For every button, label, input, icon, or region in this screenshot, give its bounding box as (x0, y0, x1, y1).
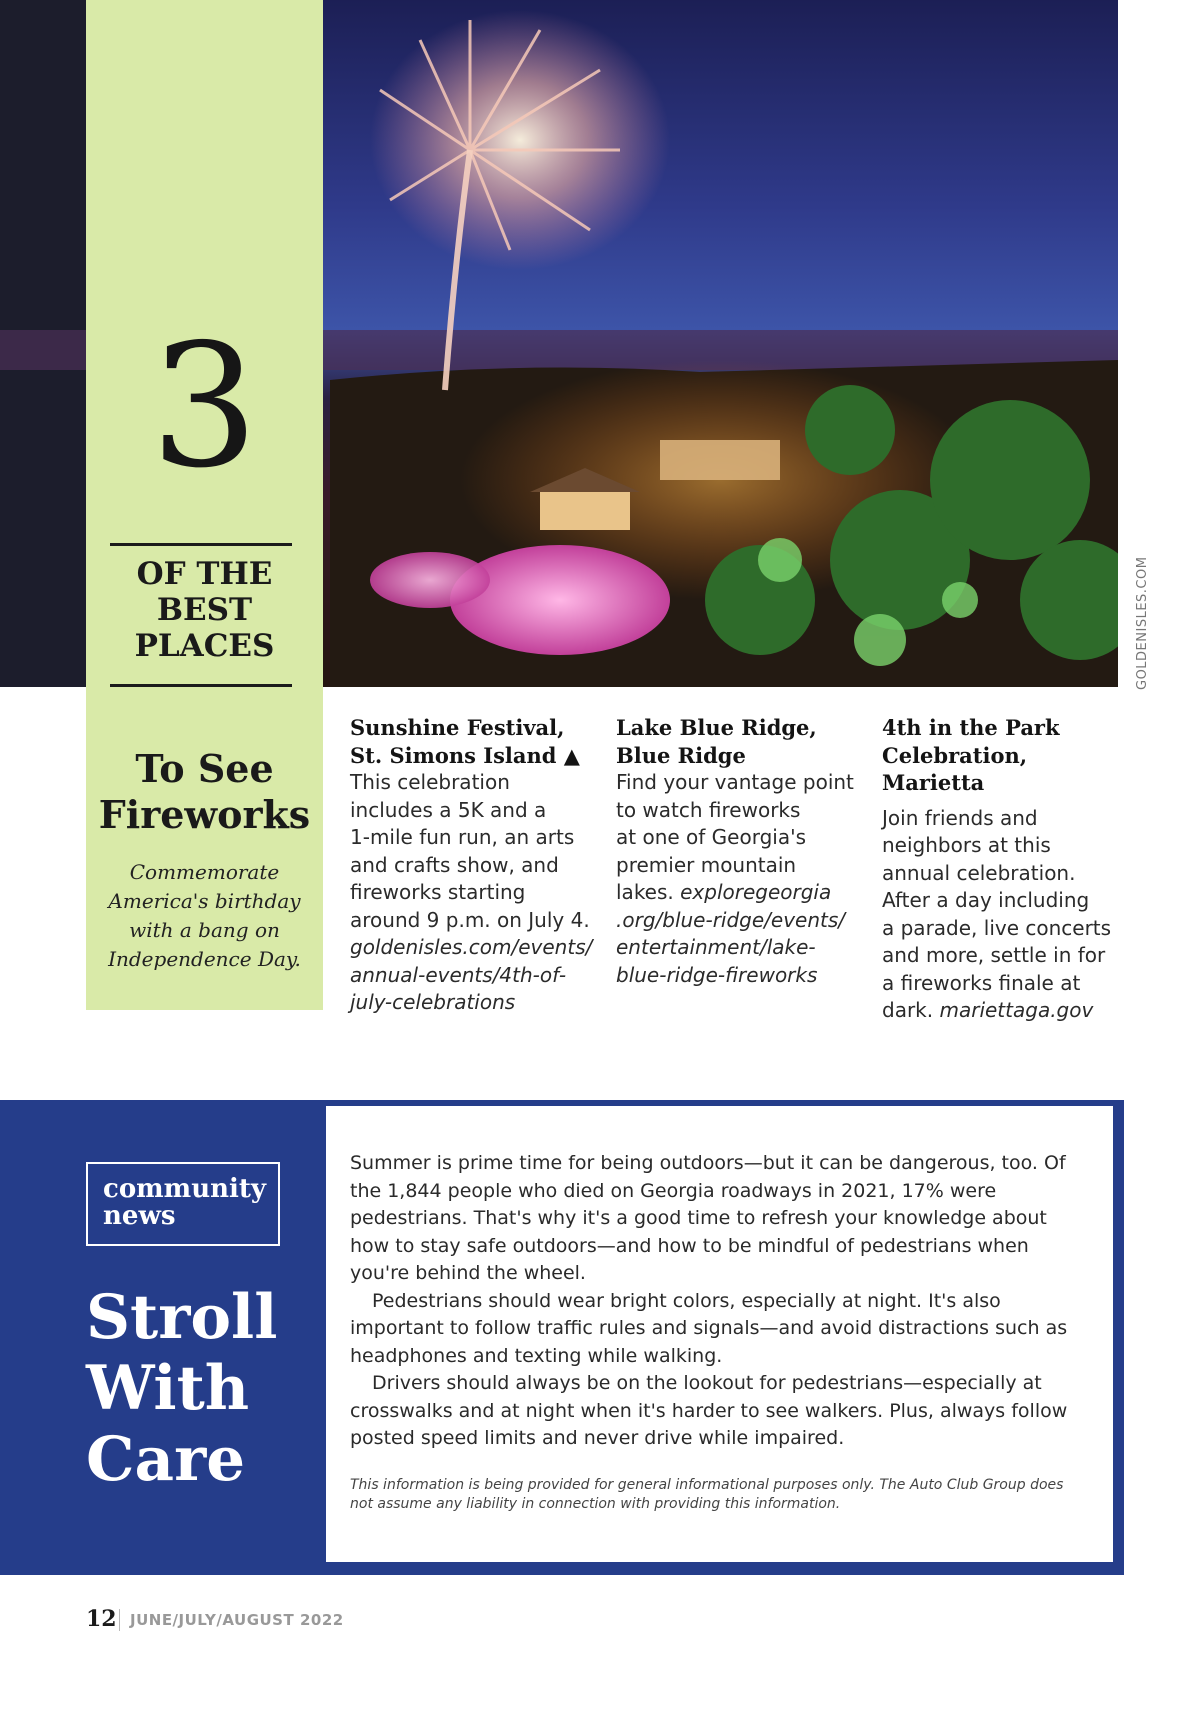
place-heading: Lake Blue Ridge, (616, 715, 817, 740)
heading-gap (882, 797, 1132, 805)
of-the-best-places (86, 556, 323, 664)
place-body: and more, settle in for (882, 943, 1106, 967)
top-divider (110, 543, 292, 546)
place-body: Join friends and (882, 805, 1038, 830)
place-body: premier mountain (616, 852, 797, 877)
place-heading: St. Simons Island ▲ (350, 742, 580, 768)
place-url[interactable]: july-celebrations (350, 990, 516, 1014)
disclaimer: This information is being provided for general informational purposes only. The Auto Club Group does not assume any liability in connection with providing this information. (350, 1477, 1064, 1512)
article-title (86, 1282, 316, 1495)
place-body: 1-mile fun run, an arts (350, 825, 575, 849)
issue-date: JUNE/JULY/AUGUST 2022 (130, 1611, 344, 1629)
folio-separator (119, 1609, 120, 1631)
place-body: After a day including (882, 888, 1090, 912)
feature-subtitle (100, 858, 309, 974)
subtitle-line: with a bang on (129, 918, 280, 942)
place-url[interactable]: blue-ridge-fireworks (616, 962, 818, 987)
place-url[interactable]: entertainment/lake- (616, 935, 816, 959)
title-line: Stroll (86, 1282, 278, 1353)
place-heading: Blue Ridge (616, 742, 746, 768)
best-places-line: PLACES (134, 628, 275, 664)
place-body: to watch fireworks (616, 797, 801, 822)
subtitle-line: Commemorate (129, 860, 280, 884)
place-url[interactable]: .org/blue-ridge/events/ (616, 907, 846, 932)
place-body: around 9 p.m. on July 4. (350, 907, 590, 932)
place-body-line (882, 997, 1132, 1025)
feature-title-line: To See (135, 746, 274, 791)
title-line: With (86, 1353, 250, 1424)
place-url[interactable]: exploregeorgia (680, 880, 832, 904)
place-heading: Marietta (882, 770, 985, 795)
place-body-line (616, 879, 866, 907)
place-body: includes a 5K and a (350, 797, 547, 822)
place-body: fireworks starting (350, 880, 526, 904)
place-heading: 4th in the Park (882, 715, 1060, 740)
feature-title-line: Fireworks (98, 792, 311, 837)
place-url[interactable]: goldenisles.com/events/ (350, 935, 593, 959)
place-sunshine-festival (350, 714, 600, 1017)
place-body: and crafts show, and (350, 852, 559, 877)
article-paragraph: Pedestrians should wear bright colors, especially at night. It's also important to follow traffic rules and signals—and avoid distractions such as headphones and texting while walking. (350, 1289, 1068, 1367)
place-body: Find your vantage point (616, 770, 854, 794)
place-body: dark. (882, 998, 934, 1022)
subtitle-line: America's birthday (108, 889, 301, 913)
place-url[interactable]: annual-events/4th-of- (350, 962, 567, 987)
place-body: annual celebration. (882, 860, 1076, 885)
label-line: community (103, 1174, 266, 1204)
place-body: lakes. (616, 880, 674, 904)
article-paragraph: Drivers should always be on the lookout for pedestrians—especially at crosswalks and at night when it's harder to see walkers. Plus, always follow posted speed limits and never drive while impaired. (350, 1372, 1068, 1449)
place-url[interactable]: mariettaga.gov (939, 998, 1094, 1022)
article-body (350, 1150, 1090, 1453)
community-news-label (86, 1162, 280, 1246)
place-body: neighbors at this (882, 833, 1051, 857)
photo-credit: GOLDENISLES.COM (1135, 556, 1150, 690)
best-places-line: OF THE (136, 556, 273, 592)
place-heading: Sunshine Festival, (350, 715, 565, 740)
title-line: Care (86, 1424, 246, 1495)
subtitle-line: Independence Day. (108, 947, 301, 971)
place-4th-in-the-park (882, 714, 1132, 1025)
bottom-divider (110, 684, 292, 687)
place-body: This celebration (350, 770, 510, 794)
best-places-line: BEST (156, 592, 253, 628)
place-body: a parade, live concerts (882, 915, 1112, 940)
place-lake-blue-ridge (616, 714, 866, 989)
article-paragraph: Summer is prime time for being outdoors—but it can be dangerous, too. Of the 1,844 people who died on Georgia roadways in 2021, 17% were pedestrians. That's why it's a good time to refresh your knowledge about how to stay safe outdoors—and how to be mindful of pedestrians when you're behind the wheel. (350, 1152, 1066, 1284)
label-line: news (103, 1201, 176, 1231)
page-number: 12 (86, 1606, 117, 1632)
place-body: a fireworks finale at (882, 970, 1081, 995)
place-body: at one of Georgia's (616, 825, 806, 849)
feature-number: 3 (150, 308, 259, 506)
place-heading: Celebration, (882, 742, 1028, 768)
